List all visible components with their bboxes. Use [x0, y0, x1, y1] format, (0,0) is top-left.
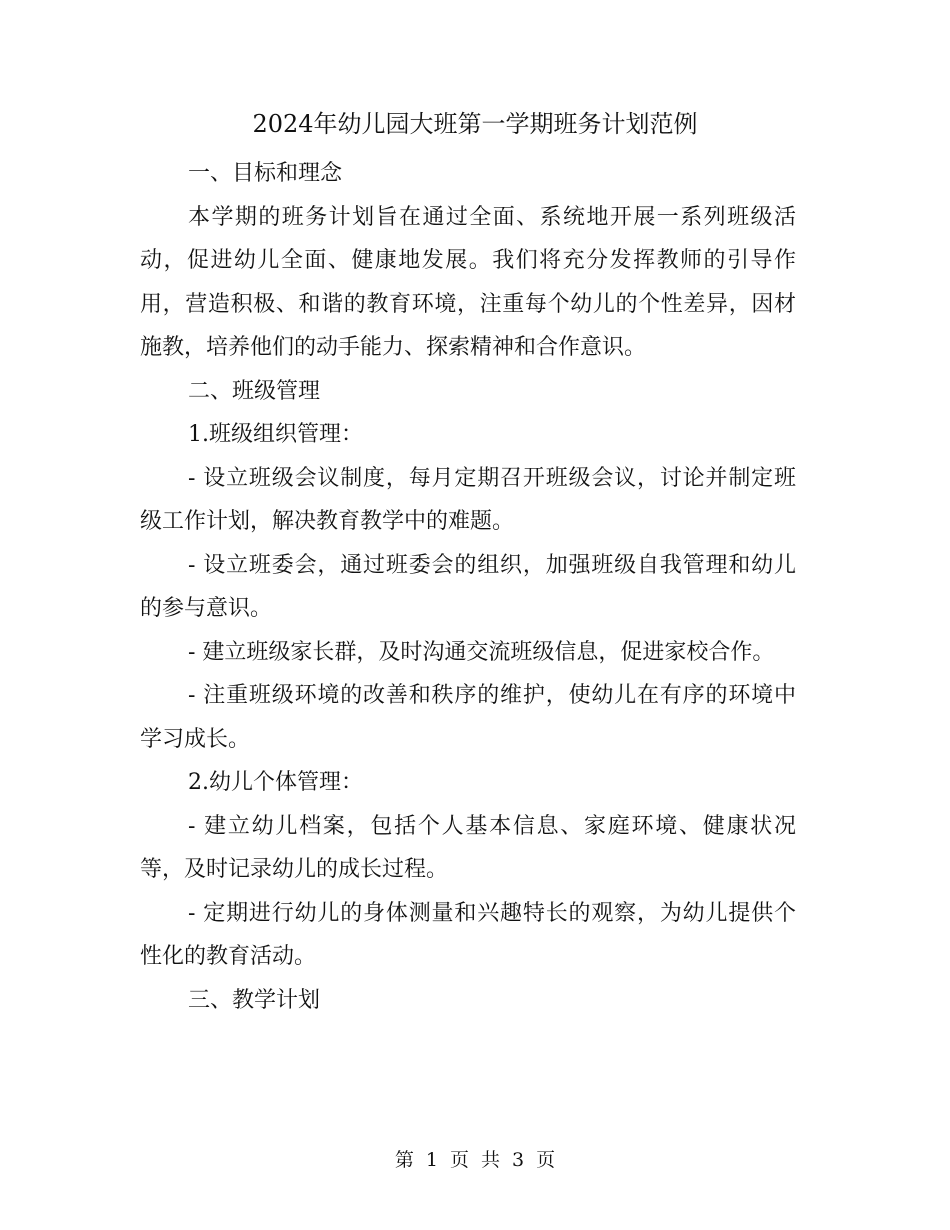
list-item: - 建立幼儿档案，包括个人基本信息、家庭环境、健康状况等，及时记录幼儿的成长过程。: [140, 813, 796, 882]
list-item: - 注重班级环境的改善和秩序的维护，使幼儿在有序的环境中学习成长。: [140, 683, 796, 752]
subheading-organization: 1.班级组织管理：: [188, 422, 363, 447]
list-item: - 设立班级会议制度，每月定期召开班级会议，讨论并制定班级工作计划，解决教育教学中的难题。: [140, 465, 796, 534]
section-heading-teaching-plan: 三、教学计划: [188, 987, 321, 1013]
section-heading-goals: 一、目标和理念: [188, 161, 343, 186]
list-item: - 建立班级家长群，及时沟通交流班级信息，促进家校合作。: [188, 639, 775, 665]
page-number-footer: 第 1 页 共 3 页: [394, 1149, 556, 1171]
section-heading-class-management: 二、班级管理: [188, 378, 321, 404]
subheading-individual: 2.幼儿个体管理：: [188, 770, 363, 795]
list-item: - 定期进行幼儿的身体测量和兴趣特长的观察，为幼儿提供个性化的教育活动。: [140, 900, 796, 969]
page-title: 2024年幼儿园大班第一学期班务计划范例: [252, 110, 698, 138]
paragraph-goals: 本学期的班务计划旨在通过全面、系统地开展一系列班级活动，促进幼儿全面、健康地发展。我们将充分发挥教师的引导作用，营造积极、和谐的教育环境，注重每个幼儿的个性差异，因材施教，培养他们的动手能力、探索精神和合作意识。: [140, 204, 796, 360]
list-item: - 设立班委会，通过班委会的组织，加强班级自我管理和幼儿的参与意识。: [140, 552, 796, 621]
document-body: [140, 152, 796, 1022]
